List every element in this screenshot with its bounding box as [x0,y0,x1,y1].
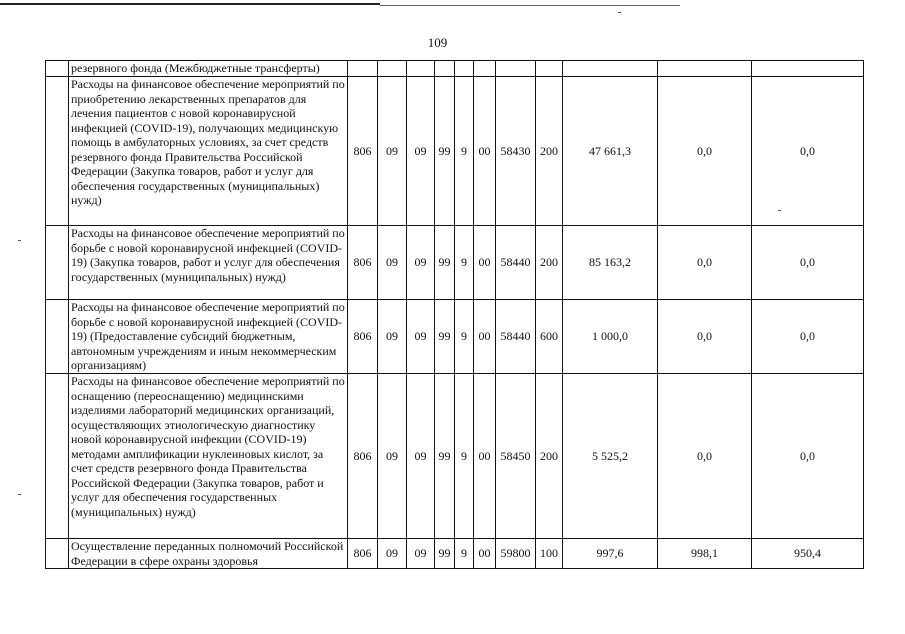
row-code5: 9 [455,226,474,300]
row-code2: 09 [378,226,407,300]
row-code4 [435,61,455,77]
row-code6: 00 [474,77,496,226]
row-code1: 806 [348,539,378,569]
row-code7: 58430 [496,77,536,226]
row-code6: 00 [474,374,496,539]
row-code6: 00 [474,226,496,300]
row-code7 [496,61,536,77]
row-code1: 806 [348,226,378,300]
row-code3: 09 [407,77,435,226]
row-code8: 600 [536,300,563,374]
row-code7: 58450 [496,374,536,539]
row-code7: 59800 [496,539,536,569]
row-code4: 99 [435,77,455,226]
page-number: 109 [427,35,448,50]
row-description: Расходы на финансовое обеспечение мероприятий по борьбе с новой коронавирусной инфекцией (COVID-19) (Закупка товаров, работ и услуг для обеспечения государственных (муниципальных) нужд) [69,226,348,300]
table-row [46,300,864,374]
row-sum1: 997,6 [563,539,658,569]
table-row [46,374,864,539]
row-code3: 09 [407,300,435,374]
row-margin-cell [46,61,69,77]
row-sum2: 0,0 [658,374,752,539]
row-sum3: 0,0 [752,374,864,539]
row-margin-cell [46,300,69,374]
table-row [46,226,864,300]
scan-speck [618,12,621,13]
row-sum3: 950,4 [752,539,864,569]
row-sum1: 1 000,0 [563,300,658,374]
table-row [46,539,864,569]
scan-speck [18,240,21,241]
row-sum1: 47 661,3 [563,77,658,226]
row-code8: 200 [536,226,563,300]
row-sum2: 0,0 [658,226,752,300]
row-description: резервного фонда (Межбюджетные трансферты) [69,61,348,77]
row-margin-cell [46,374,69,539]
row-code1: 806 [348,374,378,539]
row-description: Осуществление переданных полномочий Российской Федерации в сфере охраны здоровья [69,539,348,569]
row-sum3: 0,0 [752,226,864,300]
row-code4: 99 [435,539,455,569]
row-description: Расходы на финансовое обеспечение мероприятий по приобретению лекарственных препаратов для лечения пациентов с новой коронавирусной инфекцией (COVID-19), получающих медицинскую помощь в амбулаторных условиях, за счет средств резервного фонда Правительства Российской Федерации (Закупка товаров, работ и услуг для обеспечения государственных (муниципальных) нужд) [69,77,348,226]
row-code4: 99 [435,226,455,300]
row-code2: 09 [378,374,407,539]
row-code5: 9 [455,539,474,569]
row-code1 [348,61,378,77]
row-code7: 58440 [496,300,536,374]
row-margin-cell [46,226,69,300]
top-rule-thin [380,5,680,6]
row-code7: 58440 [496,226,536,300]
row-sum2: 0,0 [658,77,752,226]
row-sum2: 998,1 [658,539,752,569]
table-row [46,77,864,226]
row-code5: 9 [455,77,474,226]
row-code3: 09 [407,539,435,569]
row-margin-cell [46,77,69,226]
row-sum1 [563,61,658,77]
row-code6: 00 [474,300,496,374]
row-code2: 09 [378,77,407,226]
row-code3 [407,61,435,77]
row-code4: 99 [435,300,455,374]
row-sum3 [752,61,864,77]
row-description: Расходы на финансовое обеспечение мероприятий по борьбе с новой коронавирусной инфекцией (COVID-19) (Предоставление субсидий бюджетным, автономным учреждениям и иным некоммерческим организациям) [69,300,348,374]
scan-speck [18,494,21,495]
row-description: Расходы на финансовое обеспечение мероприятий по оснащению (переоснащению) медицинскими изделиями лабораторий медицинских организаций, осуществляющих этиологическую диагностику новой коронавирусной инфекции (COVID-19) методами амплификации нуклеиновых кислот, за счет средств резервного фонда Правительства Российской Федерации (Закупка товаров, работ и услуг для обеспечения государственных (муниципальных) нужд) [69,374,348,539]
row-code2: 09 [378,539,407,569]
row-code6 [474,61,496,77]
table-row [46,61,864,77]
row-code2: 09 [378,300,407,374]
top-rule [0,3,380,5]
row-margin-cell [46,539,69,569]
row-code8: 200 [536,77,563,226]
row-code3: 09 [407,374,435,539]
row-code2 [378,61,407,77]
budget-table [45,60,864,569]
row-code8: 100 [536,539,563,569]
row-code5 [455,61,474,77]
row-code8 [536,61,563,77]
row-code5: 9 [455,300,474,374]
row-sum2 [658,61,752,77]
row-sum1: 5 525,2 [563,374,658,539]
row-code4: 99 [435,374,455,539]
row-sum2: 0,0 [658,300,752,374]
row-sum3: 0,0 [752,77,864,226]
row-code6: 00 [474,539,496,569]
row-code1: 806 [348,300,378,374]
row-sum3: 0,0 [752,300,864,374]
row-code3: 09 [407,226,435,300]
row-sum1: 85 163,2 [563,226,658,300]
row-code1: 806 [348,77,378,226]
row-code5: 9 [455,374,474,539]
row-code8: 200 [536,374,563,539]
